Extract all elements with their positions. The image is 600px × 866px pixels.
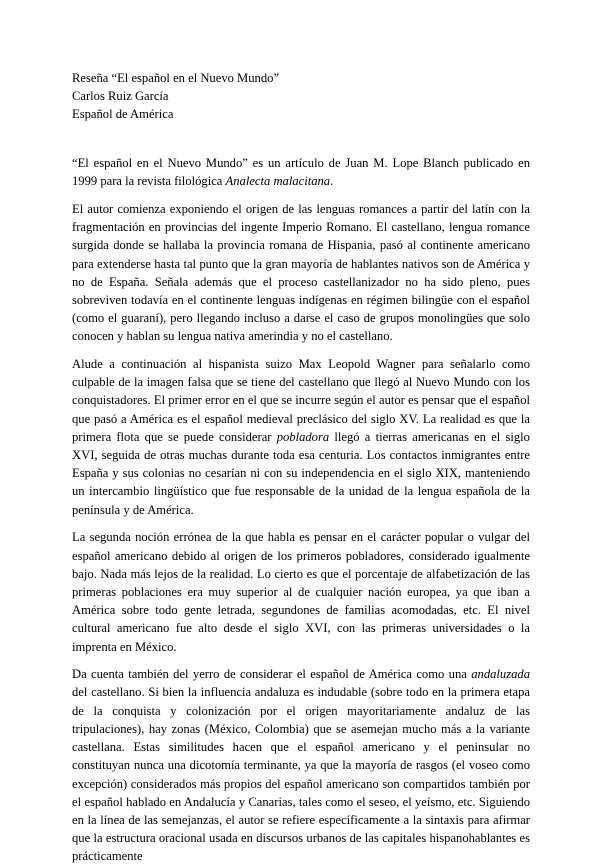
journal-name: Analecta malacitana bbox=[225, 174, 331, 189]
review-title: Reseña “El español en el Nuevo Mundo” bbox=[72, 71, 280, 85]
paragraph-text: Alude a continuación al hispanista suizo Max Leopold Wagner para señalarlo como culpable de la imagen falsa que se tiene del castellano que llegó al Nuevo Mundo con los conquistadores. El primer error en el que se incurre según el autor es pensar que el español que pasó a América es el español medieval preclásico del siglo XV. La realidad es que la primera flota que se puede considerar bbox=[72, 357, 530, 444]
paragraph-text: Da cuenta también del yerro de considerar el español de América como una bbox=[72, 667, 472, 682]
author-name: Carlos Ruiz García bbox=[72, 89, 169, 103]
paragraph-latin-origins bbox=[72, 200, 530, 346]
paragraph-text: . bbox=[330, 174, 334, 189]
italic-term: andaluzada bbox=[471, 667, 530, 682]
paragraph-wagner bbox=[72, 355, 530, 519]
italic-term: pobladora bbox=[276, 429, 330, 444]
paragraph-text: llegó a tierras americanas en el siglo XVI, seguida de otras muchas durante toda esa centuria. Los contactos inmigrantes entre España y sus colonias no cesarían ni con su independencia en el siglo XIX, manteniendo un intercambio lingüístico que fue responsable de la unidad de la lengua española de la península y de América. bbox=[72, 429, 530, 517]
paragraph-intro bbox=[72, 154, 530, 190]
paragraph-andaluzada bbox=[72, 665, 530, 865]
document-header bbox=[72, 69, 532, 123]
document-body bbox=[72, 154, 530, 866]
paragraph-text: El autor comienza exponiendo el origen de las lenguas romances a partir del latín con la fragmentación en provincias del ingente Imperio Romano. El castellano, lengua romance surgida donde se hallaba la provincia romana de Hispania, pasó al continente americano para extenderse hasta tal punto que la gran mayoría de hablantes nativos son de América y no de España. Señala además que el proceso castellanizador no ha sido pleno, pues sobreviven todavía en el continente lenguas indígenas en régimen bilingüe con el español (como el guaraní), pero llegando incluso a darse el caso de grupos monolingües que solo conocen y hablan su lengua nativa amerindia y no el castellano. bbox=[72, 201, 530, 344]
paragraph-text: del castellano. Si bien la influencia andaluza es indudable (sobre todo en la primera etapa de la conquista y colonización por el origen mayoritariamente andaluz de las tripulaciones), hay zonas (México, Colombia) que se asemejan mucho más a la variante castellana. Estas similitudes hacen que el español americano y el peninsular no constituyan nunca una dicotomía terminante, ya que la mayoría de rasgos (el voseo como excepción) considerados más propios del español americano son compartidos también por el español hablado en Andalucía y Canarias, tales como el seseo, el yeísmo, etc. Siguiendo en la línea de las semejanzas, el autor se refiere específicamente a la sintaxis para afirmar que la estructura oracional usada en discursos urbanos de las capitales hispanohablantes es prácticamente bbox=[72, 685, 530, 864]
paragraph-text: “El español en el Nuevo Mundo” es un artículo de Juan M. Lope Blanch publicado en 1999 para la revista filológica bbox=[72, 156, 530, 189]
course-name: Español de América bbox=[72, 107, 174, 121]
paragraph-text: La segunda noción errónea de la que habla es pensar en el carácter popular o vulgar del español americano debido al origen de los primeros pobladores, considerado igualmente bajo. Nada más lejos de la realidad. Lo cierto es que el porcentaje de alfabetización de las primeras poblaciones era muy superior al de cualquier nación europea, ya que iban a América sobre todo gente letrada, segundones de familias acomodadas, etc. El nivel cultural americano fue alto desde el siglo XVI, con las primeras universidades o la imprenta en México. bbox=[72, 530, 530, 654]
paragraph-second-notion bbox=[72, 528, 530, 655]
